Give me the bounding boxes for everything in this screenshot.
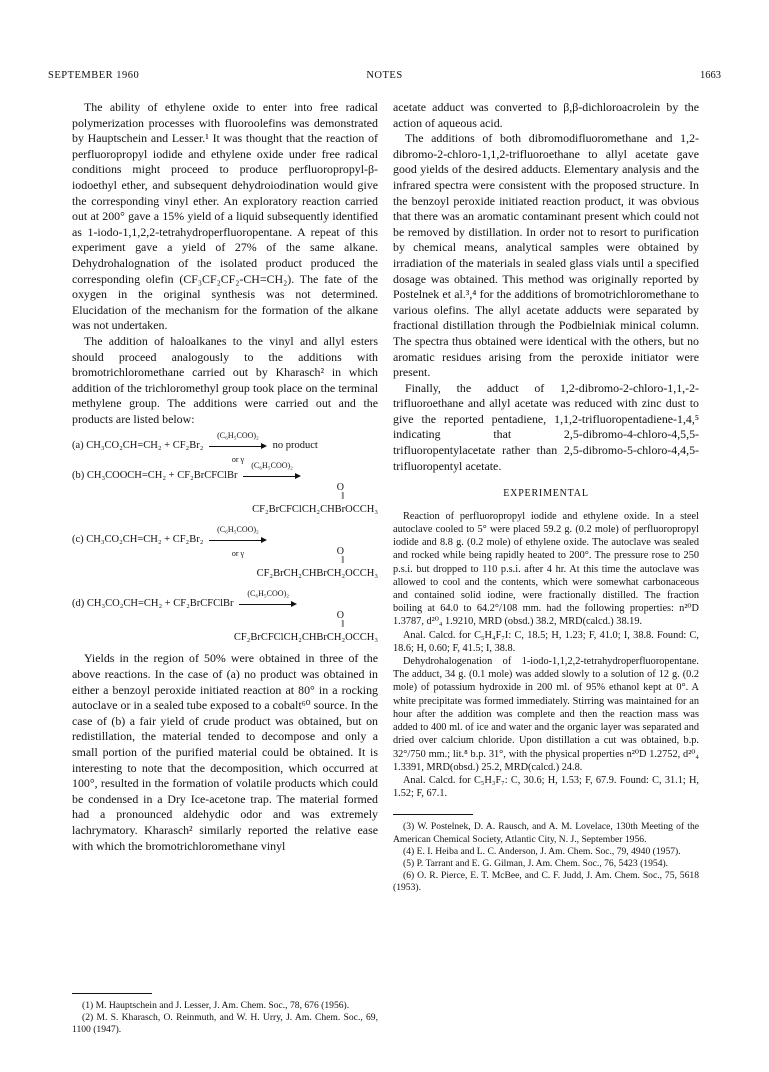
right-footnotes	[393, 814, 699, 894]
reaction-a	[72, 431, 378, 465]
double-bond-icon: ‖	[341, 619, 344, 631]
carbonyl-group: O ‖	[72, 483, 378, 501]
reaction-arrow-icon	[209, 525, 267, 559]
footnote-6: (6) O. R. Pierce, E. T. McBee, and C. F. Judd, J. Am. Chem. Soc., 75, 5618 (1953).	[393, 870, 699, 894]
carbonyl-group: O ‖	[72, 611, 378, 629]
left-footnotes	[72, 985, 378, 1037]
reduction-paragraph: Finally, the adduct of 1,2-dibromo-2-chloro-1,1,-2-trifluoroethane and allyl acetate was reduced with zinc dust to give the reported pentadiene, 1,1,2-trifluoropentadiene-1,4,⁵ indicating that 2,5-dibromo-4-chloro-4,5,5-trifluoropentylacetate rather than 2,5-dibromo-5-chloro-4,4,5-trifluoropentyl acetate.	[393, 380, 699, 473]
exp-analysis-1: Anal. Calcd. for C₅H₄F₇I: C, 18.5; H, 1.23; F, 41.0; I, 38.8. Found: C, 18.6; H, 0.60; F, 41.5; I, 38.8.	[393, 629, 699, 654]
double-bond-icon: ‖	[341, 555, 344, 567]
footnote-divider	[393, 814, 473, 815]
reaction-b-reactants: (b) CH₃COOCH=CH₂ + CF₂BrCFClBr	[72, 470, 238, 482]
footnote-divider	[72, 993, 152, 994]
footnote-3: (3) W. Postelnek, D. A. Rausch, and A. M. Lovelace, 130th Meeting of the American Chemical Society, Atlantic City, N. J., September 1956.	[393, 821, 699, 845]
reaction-arrow-icon	[239, 589, 297, 609]
reaction-c-reactants: (c) CH₃CO₂CH=CH₂ + CF₂Br₂	[72, 534, 204, 546]
reaction-b	[72, 461, 378, 517]
reaction-a-catalyst: (C₆H₅COO)₂	[217, 431, 259, 441]
reaction-b-product: CF₂BrCFClCH₂CHBrOCCH₃	[252, 504, 378, 516]
reaction-a-condition: or γ	[231, 455, 245, 465]
reaction-d-catalyst: (C₆H₅COO)₂	[247, 589, 290, 599]
footnote-1: (1) M. Hauptschein and J. Lesser, J. Am. Chem. Soc., 78, 676 (1956).	[82, 1000, 350, 1011]
reaction-c-product: CF₂BrCH₂CHBrCH₂OCCH₃	[256, 568, 378, 580]
reaction-d	[72, 589, 378, 645]
carbonyl-group: O ‖	[72, 547, 378, 565]
experimental-heading: EXPERIMENTAL	[503, 488, 589, 500]
reaction-arrow-icon	[209, 431, 267, 465]
footnote-2: (2) M. S. Kharasch, O. Reinmuth, and W. H. Urry, J. Am. Chem. Soc., 69, 1100 (1947).	[72, 1012, 378, 1036]
reaction-a-result: no product	[272, 440, 318, 452]
running-header	[48, 70, 721, 84]
exp-dehydrohalogenation-paragraph: Dehydrohalogenation of 1-iodo-1,1,2,2-tetrahydroperfluoropentane. The adduct, 34 g. (0.1 mole) was added slowly to a solution of 12 g. (0.2 mole) of potassium hydroxide in 200 ml. of 95% ethanol kept at 0°. A white precipitate was formed immediately. Stirring was maintained for an hour after the addition was complete and then the reaction mass was added to 400 ml. of ice and water and the organic layer was separated and dried over calcium chloride. Upon distillation a cut was obtained, b.p. 32°/750 mm.; lit.⁸ b.p. 31°, with the physical properties n²⁰D 1.2752, d²⁰₄ 1.3391, MRD(obsd.) 25.2, MRD(calcd.) 24.8.	[393, 656, 699, 773]
header-section: NOTES	[366, 70, 403, 81]
reaction-c	[72, 525, 378, 581]
intro-paragraph: The ability of ethylene oxide to enter into free radical polymerization processes with fluoroolefins was demonstrated by Hauptschein and Lesser.¹ It was thought that the reaction of perfluoropropyl iodide and ethylene oxide under free radical conditions might proceed to produce perfluoropropyl-β-iodoethyl ether, and subsequent dehydroiodination would give the corresponding vinyl ether. An exploratory reaction carried out at 200° gave a 15% yield of a liquid subsequently identified as 1-iodo-1,1,2,2-tetrahydroperfluoropentane. A repeat of this experiment gave a yield of 27% of the same alkane. Dehydrohalognation of the isolated product produced the corresponding olefin (CF₃CF₂CF₂-CH=CH₂). The fate of the oxygen in the original synthesis was not determined. Elucidation of the mechanism for the formation of the alkane was not undertaken.	[72, 100, 378, 333]
left-column	[72, 100, 378, 854]
double-bond-icon: ‖	[341, 491, 344, 503]
reaction-d-product: CF₂BrCFClCH₂CHBrCH₂OCCH₃	[233, 632, 378, 644]
reaction-c-condition: or γ	[231, 549, 245, 559]
experimental-section	[393, 510, 699, 800]
reaction-arrow-icon	[243, 461, 301, 481]
continued-paragraph: acetate adduct was converted to β,β-dichloroacrolein by the action of aqueous acid.	[393, 100, 699, 130]
footnote-5: (5) P. Tarrant and E. G. Gilman, J. Am. Chem. Soc., 76, 5423 (1954).	[403, 857, 669, 869]
reaction-a-reactants: (a) CH₃CO₂CH=CH₂ + CF₂Br₂	[72, 440, 204, 452]
right-column	[393, 100, 699, 895]
yields-paragraph: Yields in the region of 50% were obtained in three of the above reactions. In the case of (a) no product was obtained in either a benzoyl peroxide initiated reaction at 80° in a rocking autoclave or in a sealed tube exposed to a cobalt⁶⁰ source. In the case of (b) a fair yield of crude product was obtained, but on redistillation, the material tended to decompose and only a small portion of the purified material could be obtained. It is interesting to note that the decomposition, which occurred at 100°, resulted in the formation of volatile products which could be condensed in a Dry Ice-acetone trap. The material formed had a pronounced aldehydic odor and was extremely lachrymatory. Kharasch² similarly reported the relative ease with which the bromotrichloromethane vinyl	[72, 651, 378, 853]
reaction-d-reactants: (d) CH₃CO₂CH=CH₂ + CF₂BrCFClBr	[72, 598, 234, 610]
addition-paragraph: The addition of haloalkanes to the vinyl and allyl esters should proceed analogously to the additions with bromotrichloromethane carried out by Kharasch² in which addition of the trichloromethyl group took place on the terminal methylene group. The additions were carried out and the products are listed below:	[72, 333, 378, 426]
allyl-acetate-paragraph: The additions of both dibromodifluoromethane and 1,2-dibromo-2-chloro-1,1,2-trifluoroethane to allyl acetate gave good yields of the desired adducts. Elementary analysis and the infrared spectra were consistent with the proposed structure. In the benzoyl peroxide initiated reaction product, it was obvious that there was an aromatic contaminant present which could not be removed by distillation. In order not to resort to purification by chemical means, analytical samples were obtained by irradiation of the materials in sealed glass vials until a specified dosage was obtained. This method was originally reported by Postelnek et al.³,⁴ for the additions of bromotrichloromethane to various olefins. The allyl acetate adducts were separated by fractional distillation through the Podbielniak minical column. The spectra thus obtained were identical with the others, but no aromatic residues arising from the peroxide initiator were present.	[393, 131, 699, 380]
exp-analysis-2: Anal. Calcd. for C₅H₃F₇: C, 30.6; H, 1.53; F, 67.9. Found: C, 31.1; H, 1.52; F, 67.1.	[393, 774, 699, 800]
footnote-4: (4) E. I. Heiba and L. C. Anderson, J. Am. Chem. Soc., 79, 4940 (1957).	[403, 845, 681, 857]
reaction-c-catalyst: (C₆H₅COO)₂	[217, 525, 259, 535]
header-date: SEPTEMBER 1960	[48, 70, 140, 81]
exp-reaction-paragraph: Reaction of perfluoropropyl iodide and ethylene oxide. In a steel autoclave cooled to 5° were placed 59.2 g. (0.2 mole) of perfluoropropyl iodide and 8.8 g. (0.2 mole) of ethylene oxide. The autoclave was sealed and rocked while being rapidly heated to 200°. The pressure rose to 250 p.s.i. but dropped to 110 p.s.i. after 4 hr. At this time the autoclave was allowed to cool and the contents, which were somewhat carbonaceous and contained solid iodine, were fractionally distilled. The fraction boiling at 64.0 to 64.2°/108 mm. had the following properties: n²⁰D 1.3787, d²⁰₄ 1.9210, MRD (obsd.) 38.2, MRD(calcd.) 38.19.	[393, 510, 699, 628]
page-number: 1663	[700, 70, 721, 81]
reaction-b-catalyst: (C₆H₅COO)₂	[251, 461, 293, 471]
